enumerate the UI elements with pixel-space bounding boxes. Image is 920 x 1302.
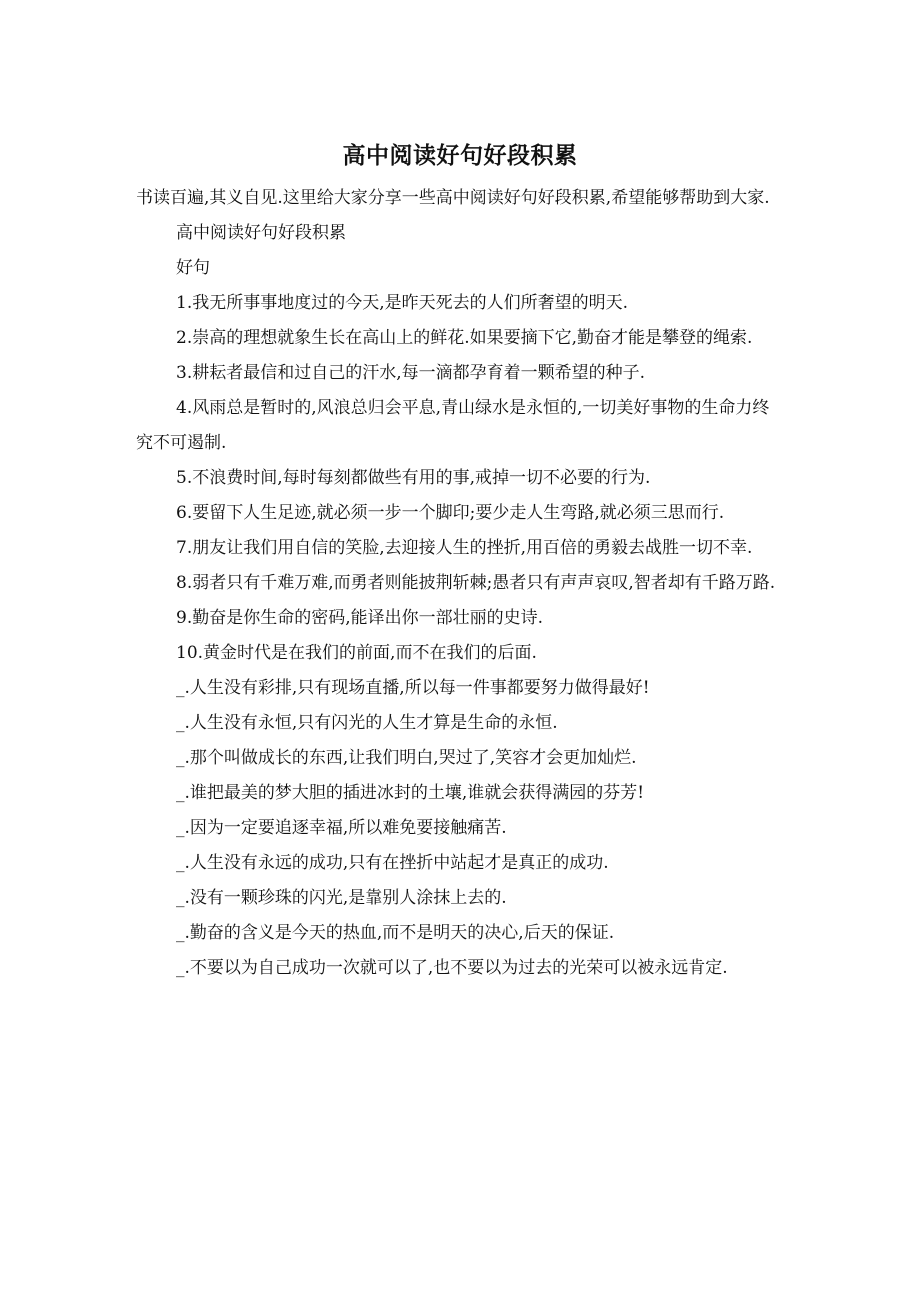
sentence-item: 2.崇高的理想就象生长在高山上的鲜花.如果要摘下它,勤奋才能是攀登的绳索. bbox=[176, 328, 753, 348]
sentence-item: _.谁把最美的梦大胆的插进冰封的土壤,谁就会获得满园的芬芳! bbox=[176, 783, 645, 803]
sentence-item: _.那个叫做成长的东西,让我们明白,哭过了,笑容才会更加灿烂. bbox=[176, 748, 637, 768]
sentence-item: _.因为一定要追逐幸福,所以难免要接触痛苦. bbox=[176, 818, 507, 838]
sentence-item: 3.耕耘者最信和过自己的汗水,每一滴都孕育着一颗希望的种子. bbox=[176, 363, 646, 383]
sentence-item: 8.弱者只有千难万难,而勇者则能披荆斩棘;愚者只有声声哀叹,智者却有千路万路. bbox=[176, 573, 776, 593]
document-title: 高中阅读好句好段积累 bbox=[342, 142, 578, 169]
document-body bbox=[136, 181, 786, 986]
section-heading: 高中阅读好句好段积累 bbox=[176, 223, 346, 243]
sentence-item: 5.不浪费时间,每时每刻都做些有用的事,戒掉一切不必要的行为. bbox=[176, 468, 651, 488]
sentence-item: _.不要以为自己成功一次就可以了,也不要以为过去的光荣可以被永远肯定. bbox=[176, 958, 728, 978]
intro-paragraph: 书读百遍,其义自见.这里给大家分享一些高中阅读好句好段积累,希望能够帮助到大家. bbox=[136, 188, 770, 208]
sub-heading: 好句 bbox=[176, 258, 210, 278]
sentence-item: 1.我无所事事地度过的今天,是昨天死去的人们所奢望的明天. bbox=[176, 293, 629, 313]
sentence-item: _.人生没有永恒,只有闪光的人生才算是生命的永恒. bbox=[176, 713, 558, 733]
sentence-item: _.人生没有永远的成功,只有在挫折中站起才是真正的成功. bbox=[176, 853, 609, 873]
sentence-item: 7.朋友让我们用自信的笑脸,去迎接人生的挫折,用百倍的勇毅去战胜一切不幸. bbox=[176, 538, 753, 558]
sentence-item: _.勤奋的含义是今天的热血,而不是明天的决心,后天的保证. bbox=[176, 923, 615, 943]
sentence-item: 9.勤奋是你生命的密码,能译出你一部壮丽的史诗. bbox=[176, 608, 544, 628]
sentence-item: 10.黄金时代是在我们的前面,而不在我们的后面. bbox=[176, 643, 537, 663]
sentence-item: _.没有一颗珍珠的闪光,是靠别人涂抹上去的. bbox=[176, 888, 507, 908]
sentence-item: 6.要留下人生足迹,就必须一步一个脚印;要少走人生弯路,就必须三思而行. bbox=[176, 503, 725, 523]
sentence-item: 4.风雨总是暂时的,风浪总归会平息,青山绿水是永恒的,一切美好事物的生命力终究不可遏制. bbox=[136, 398, 770, 453]
sentence-item: _.人生没有彩排,只有现场直播,所以每一件事都要努力做得最好! bbox=[176, 678, 650, 698]
